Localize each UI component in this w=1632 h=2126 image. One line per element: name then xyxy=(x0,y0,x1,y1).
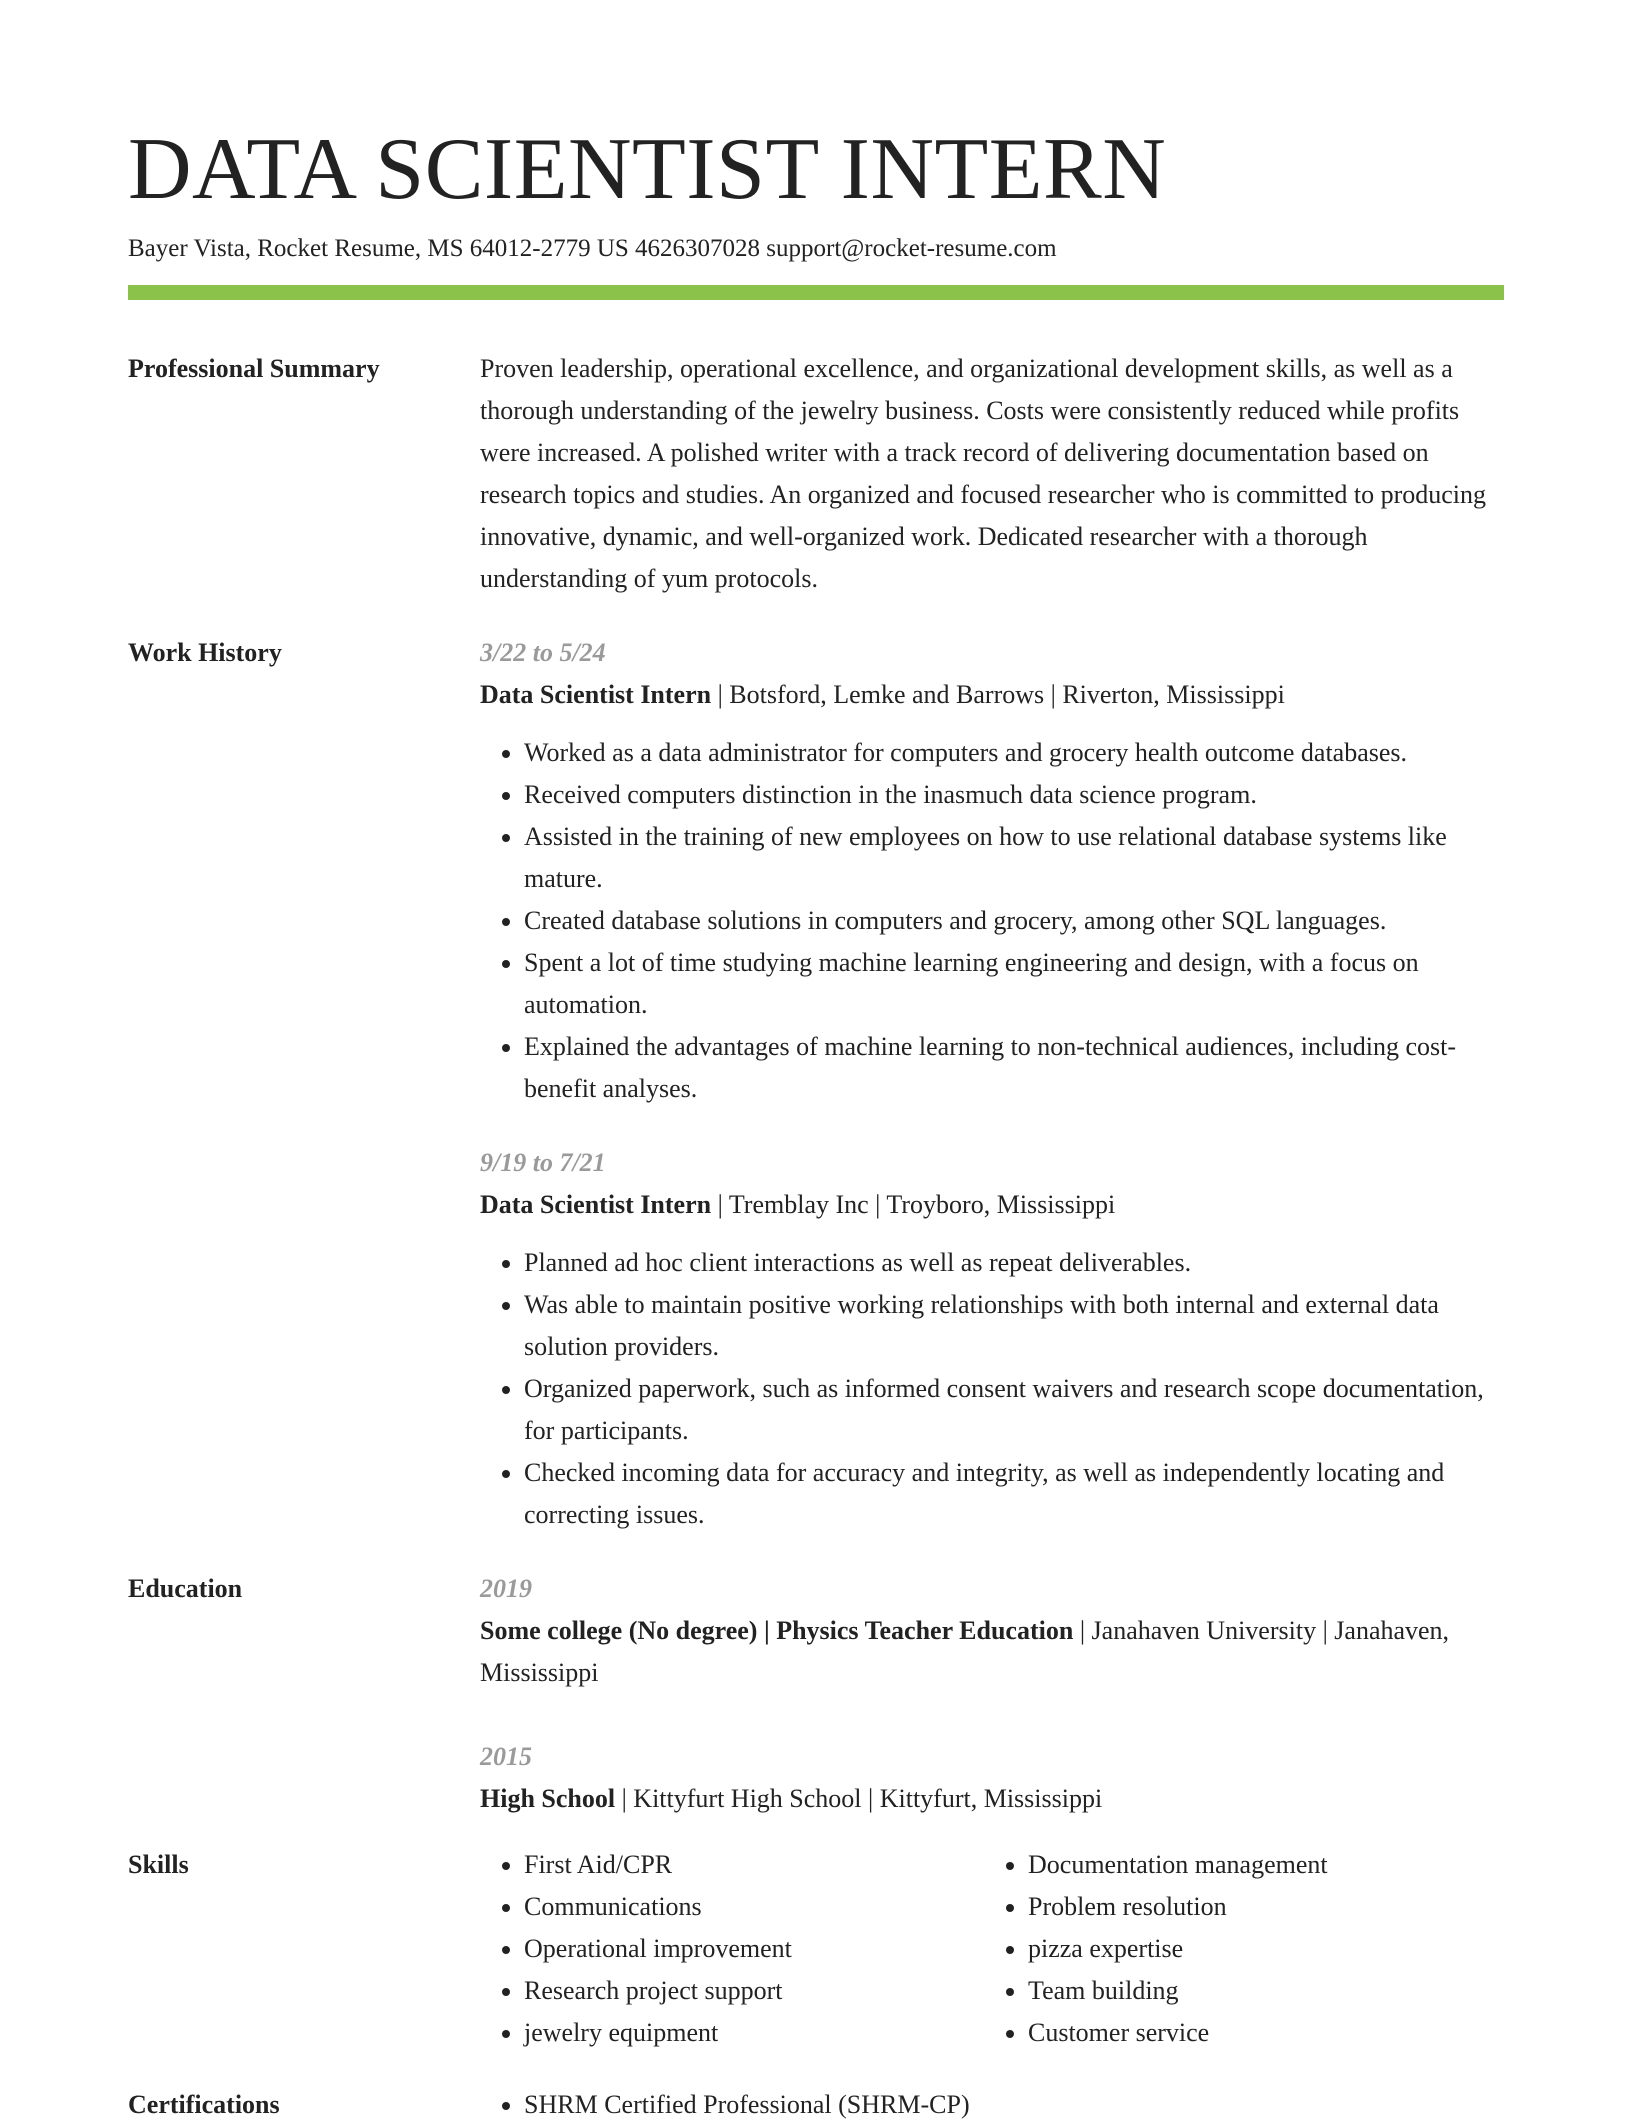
skill-item: • Research project support xyxy=(524,1970,980,2012)
section-label-education: Education xyxy=(128,1574,243,1603)
list-item: • Explained the advantages of machine learning to non-technical audiences, including cost-benefit analyses. xyxy=(524,1026,1504,1110)
education-heading xyxy=(480,1778,1504,1820)
job-title: Data Scientist Intern xyxy=(480,1190,712,1219)
skill-item: • Team building xyxy=(1028,1970,1484,2012)
list-item: • Worked as a data administrator for computers and grocery health outcome databases. xyxy=(524,732,1504,774)
education-entry xyxy=(480,1568,1504,1694)
list-item: • Created database solutions in computers and grocery, among other SQL languages. xyxy=(524,900,1504,942)
job-employer: | Botsford, Lemke and Barrows | Riverton, Mississippi xyxy=(711,680,1285,709)
education-year: 2019 xyxy=(480,1574,532,1603)
section-label-skills: Skills xyxy=(128,1850,189,1879)
education-year: 2015 xyxy=(480,1742,532,1771)
job-bullets xyxy=(480,1242,1504,1536)
skill-item: • Operational improvement xyxy=(524,1928,980,1970)
skill-item: • Documentation management xyxy=(1028,1844,1484,1886)
list-item: • Checked incoming data for accuracy and integrity, as well as independently locating and correcting issues. xyxy=(524,1452,1504,1536)
education-degree: High School xyxy=(480,1784,616,1813)
skill-item: • Communications xyxy=(524,1886,980,1928)
education-heading xyxy=(480,1610,1504,1694)
job-employer: | Tremblay Inc | Troyboro, Mississippi xyxy=(711,1190,1116,1219)
skills-column-left xyxy=(480,1844,980,2054)
education-school: | Kittyfurt High School | Kittyfurt, Mississippi xyxy=(615,1784,1103,1813)
education-entry xyxy=(480,1736,1504,1820)
job-dates: 3/22 to 5/24 xyxy=(480,638,606,667)
section-label-summary: Professional Summary xyxy=(128,354,380,383)
header-divider xyxy=(128,285,1504,300)
job-heading xyxy=(480,1184,1504,1226)
job-bullets xyxy=(480,732,1504,1110)
page-title: DATA SCIENTIST INTERN xyxy=(128,121,1167,218)
job-dates: 9/19 to 7/21 xyxy=(480,1148,606,1177)
job-entry xyxy=(480,1142,1504,1536)
skill-item: • pizza expertise xyxy=(1028,1928,1484,1970)
list-item: • Organized paperwork, such as informed consent waivers and research scope documentation, for participants. xyxy=(524,1368,1504,1452)
job-title: Data Scientist Intern xyxy=(480,680,712,709)
resume-page xyxy=(128,0,1504,2119)
skill-item: • First Aid/CPR xyxy=(524,1844,980,1886)
job-heading xyxy=(480,674,1504,716)
list-item: • Spent a lot of time studying machine learning engineering and design, with a focus on automation. xyxy=(524,942,1504,1026)
list-item: • Planned ad hoc client interactions as well as repeat deliverables. xyxy=(524,1242,1504,1284)
summary-text: Proven leadership, operational excellence, and organizational development skills, as well as a thorough understanding of the jewelry business. Costs were consistently reduced while profits were increased. A polished writer with a track record of delivering documentation based on research topics and studies. An organized and focused researcher who is committed to producing innovative, dynamic, and well-organized work. Dedicated researcher with a thorough understanding of yum protocols. xyxy=(480,354,1486,593)
list-item: • Received computers distinction in the inasmuch data science program. xyxy=(524,774,1504,816)
skills-column-right xyxy=(984,1844,1484,2054)
education-degree: Some college (No degree) | Physics Teacher Education xyxy=(480,1616,1074,1645)
skill-item: • Problem resolution xyxy=(1028,1886,1484,1928)
list-item: • Was able to maintain positive working relationships with both internal and external data solution providers. xyxy=(524,1284,1504,1368)
skill-item: • Customer service xyxy=(1028,2012,1484,2054)
education-school: | Janahaven University | Janahaven, Mississippi xyxy=(480,1616,1450,1687)
section-label-certifications: Certifications xyxy=(128,2090,280,2119)
skill-item: • jewelry equipment xyxy=(524,2012,980,2054)
certification-item: • SHRM Certified Professional (SHRM-CP) xyxy=(524,2084,1504,2126)
section-label-work-history: Work History xyxy=(128,638,282,667)
list-item: • Assisted in the training of new employees on how to use relational database systems like mature. xyxy=(524,816,1504,900)
job-entry xyxy=(480,632,1504,1110)
contact-line: Bayer Vista, Rocket Resume, MS 64012-2779 US 4626307028 support@rocket-resume.com xyxy=(128,235,1057,262)
